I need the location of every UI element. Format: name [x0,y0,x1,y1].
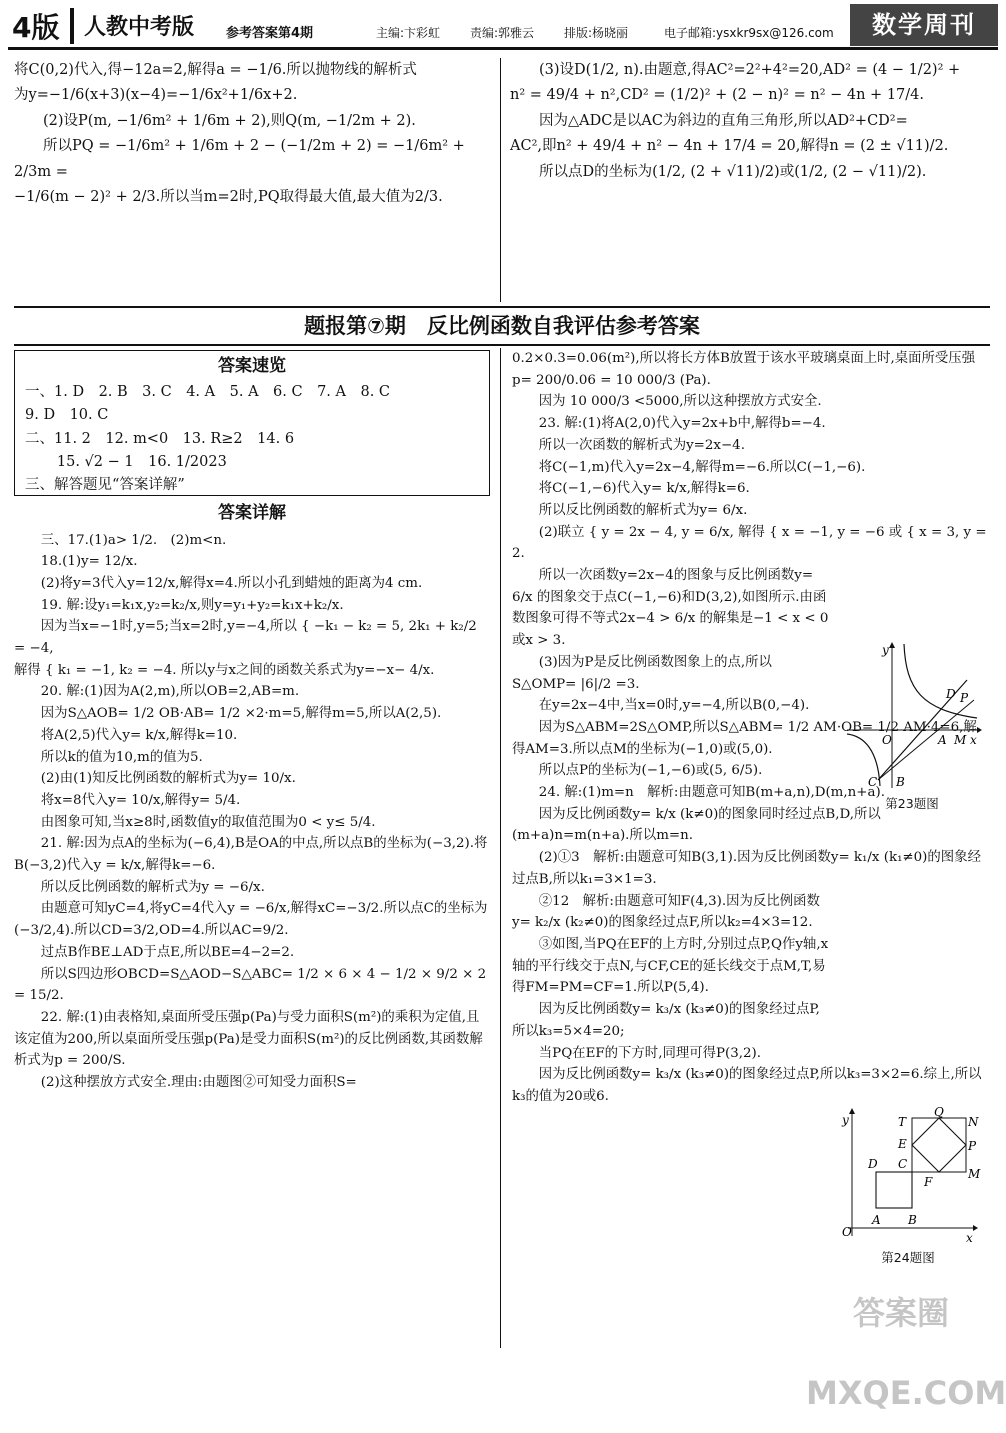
header-divider [70,8,74,44]
layout-editor: 排版:杨晓丽 [564,26,629,40]
left-column [14,498,490,1094]
label-e: E [898,1137,907,1151]
paragraph: 21. 解:因为点A的坐标为(−6,4),B是OA的中点,所以点B的坐标为(−3,2).将B(−3,2)代入y = k/x,解得k=−6. [14,836,488,874]
label-x: x [970,733,977,747]
paragraph: 将A(2,5)代入y= k/x,解得k=10. [40,727,238,743]
label-o: O [882,733,892,747]
rotated-square-efpq [912,1118,966,1172]
label-b: B [896,775,905,789]
figure-24-graph [838,1105,981,1245]
paragraph: 0.2×0.3=0.06(m²),所以将长方体B放置于该水平玻璃桌面上时,桌面所受压强p= 200/0.06 = 10 000/3 (Pa). [512,351,976,388]
paragraph: (2)设P(m, −1/6m² + 1/6m + 2),则Q(m, −1/2m + 2). [43,112,416,129]
paragraph: 因为反比例函数y= k/x (k≠0)的图象同时经过点B,D,所以(m+a)n=m(n+a).所以m=n. [512,806,881,844]
paragraph: 所以k的值为10,m的值为5. [40,749,203,765]
paragraph: 将x=8代入y= 10/x,解得y= 5/4. [40,792,241,808]
quick-answer-line: 二、11. 2 12. m<0 13. R≥2 14. 6 [25,430,295,447]
paragraph: 20. 解:(1)因为A(2,m),所以OB=2,AB=m. [40,684,300,700]
paragraph: −1/6(m − 2)² + 2/3.所以当m=2时,PQ取得最大值,最大值为2/3. [14,188,443,205]
paragraph: 将C(−1,m)代入y=2x−4,解得m=−6.所以C(−1,−6). [538,459,866,475]
label-f: F [924,1175,933,1189]
detail-title: 答案详解 [218,503,286,523]
email: 电子邮箱:ysxkr9sx@126.com [664,26,834,40]
top-left-column [14,58,494,210]
paragraph: 三、17.(1)a> 1/2. (2)m<n. [40,532,227,548]
figure-23 [842,640,982,812]
figure-24 [838,1105,981,1265]
paragraph: 所以反比例函数的解析式为y= 6/x. [538,502,748,518]
figure-23-caption: 第23题图 [885,796,939,811]
column-divider [500,348,501,1348]
y-axis-arrow [849,1108,855,1114]
label-p: P [968,1139,977,1153]
quick-answer-line: 15. √2 − 1 16. 1/2023 [56,453,227,470]
label-a: A [872,1213,881,1227]
label-n: N [968,1115,979,1129]
paragraph: ②12 解析:由题意可知F(4,3).因为反比例函数y= k₂/x (k₂≠0)的图象经过点F,所以k₂=4×3=12. [512,893,820,931]
paragraph: 将C(0,2)代入,得−12a=2,解得a = −1/6.所以抛物线的解析式 [14,62,417,78]
paragraph: 所以PQ = −1/6m² + 1/6m + 2 − (−1/2m + 2) = −1/6m² + 2/3m = [14,138,465,180]
section-banner: 题报第⑦期 反比例函数自我评估参考答案 [14,306,990,346]
paragraph: (2)联立 { y = 2x − 4, y = 6/x, 解得 { x = −1, y = −6 或 { x = 3, y = 2. [512,524,987,562]
editor: 责编:郭雅云 [470,26,535,40]
paragraph: 将C(−1,−6)代入y= k/x,解得k=6. [538,481,750,497]
answer-issue: 参考答案第4期 [226,26,314,41]
x-axis-arrow [977,727,982,733]
label-b: B [908,1213,917,1227]
label-t: T [898,1115,907,1129]
paragraph: 所以一次函数y=2x−4的图象与反比例函数y= 6/x 的图象交于点C(−1,−6)和D(3,2),如图所示.由函数图象可得不等式2x−4 > 6/x 的解集是−1 < x < 0或x > 3. [512,568,829,649]
paragraph: (2)这种摆放方式安全.理由:由题图②可知受力面积S= [40,1075,357,1091]
paragraph: 所以S四边形OBCD=S△AOD−S△ABC= 1/2 × 6 × 4 − 1/2 × 9/2 × 2 = 15/2. [14,966,487,1004]
paragraph: 18.(1)y= 12/x. [40,554,138,570]
label-y: y [842,1113,849,1127]
paragraph: (2)①3 解析:由题意可知B(3,1).因为反比例函数y= k₁/x (k₁≠0)的图象经过点B,所以k₁=3×1=3. [512,850,981,887]
label-m: M [968,1167,981,1181]
paragraph: 因为△ADC是以AC为斜边的直角三角形,所以AD²+CD²= [539,112,908,129]
paragraph: 23. 解:(1)将A(2,0)代入y=2x+b中,解得b=−4. [538,416,826,432]
label-q: Q [934,1105,944,1119]
label-x: x [966,1231,973,1245]
paragraph: 为y=−1/6(x+3)(x−4)=−1/6x²+1/6x+2. [14,87,298,104]
top-right-column [510,58,990,185]
paragraph: 所以一次函数的解析式为y=2x−4. [538,437,745,453]
quick-answers-box [14,350,490,496]
label-y: y [882,643,889,657]
paragraph: 因为S△AOB= 1/2 OB·AB= 1/2 ×2·m=5,解得m=5,所以A(2,5). [40,706,442,722]
figure-23-graph [842,640,982,790]
paragraph: (3)因为P是反比例函数图象上的点,所以S△OMP= |6|/2 =3. [512,654,772,692]
paragraph: 22. 解:(1)由表格知,桌面所受压强p(Pa)与受力面积S(m²)的乘积为定值,且该定值为200,所以桌面所受压强p(Pa)是受力面积S(m²)的反比例函数,其函数解析式为p = 200/S. [14,1010,483,1069]
column-divider [500,58,501,302]
quick-answers-title: 答案速览 [218,356,286,376]
label-c: C [898,1157,908,1171]
quick-answer-line: 三、解答题见“答案详解” [25,477,185,494]
paragraph: 由图象可知,当x≥8时,函数值y的取值范围为0 < y≤ 5/4. [40,814,376,830]
figure-24-caption: 第24题图 [881,1250,935,1265]
paragraph: 所以点D的坐标为(1/2, (2 + √11)/2)或(1/2, (2 − √11)/2). [539,163,927,180]
paragraph: 因为S△ABM=2S△OMP,所以S△ABM= 1/2 AM·OB= 1/2 AM·4=6,解得AM=3.所以点M的坐标为(−1,0)或(5,0). [512,719,977,757]
paragraph: 24. 解:(1)m=n 解析:由题意可知B(m+a,n),D(m,n+a). [538,785,885,801]
y-axis-arrow [889,642,895,648]
paragraph: 因为当x=−1时,y=5;当x=2时,y=−4,所以 { −k₁ − k₂ = 5, 2k₁ + k₂/2 = −4, [14,619,477,657]
page-header [8,4,998,50]
chief-editor: 主编:卞彩虹 [376,26,441,40]
label-d: D [946,687,956,701]
quick-answer-line: 9. D 10. C [25,407,109,424]
paragraph: 因为反比例函数y= k₃/x (k₃≠0)的图象经过点P,所以k₃=3×2=6.综上,所以k₃的值为20或6. [512,1067,982,1104]
edition-name: 人教中考版 [84,15,195,40]
paragraph: 当PQ在EF的下方时,同理可得P(3,2). [538,1045,762,1061]
paragraph: (2)将y=3代入y=12/x,解得x=4.所以小孔到蜡烛的距离为4 cm. [40,575,423,591]
paragraph: n² = 49/4 + n²,CD² = (1/2)² + (2 − n)² = n² − 4n + 17/4. [510,87,924,104]
paragraph: 所以点P的坐标为(−1,−6)或(5, 6/5). [538,763,763,779]
label-a: A [938,733,947,747]
square-abcd [876,1172,912,1208]
paragraph: 19. 解:设y₁=k₁x,y₂=k₂/x,则y=y₁+y₂=k₁x+k₂/x. [40,597,344,613]
page-number: 4版 [12,11,60,44]
paragraph: (2)由(1)知反比例函数的解析式为y= 10/x. [40,771,296,787]
paragraph: 因为反比例函数y= k₃/x (k₃≠0)的图象经过点P,所以k₃=5×4=20; [512,1002,820,1039]
label-m: M [954,733,967,747]
outer-square [912,1118,966,1172]
label-c: C [868,775,878,789]
paragraph: 因为 10 000/3 <5000,所以这种摆放方式安全. [538,394,822,410]
paragraph: AC²,即n² + 49/4 + n² − 4n + 17/4 = 20,解得n = (2 ± √11)/2. [510,138,949,155]
label-o: O [842,1225,852,1239]
watermark: 答案圈 MXQE.COM [806,1294,1006,1412]
label-p: P [960,691,969,705]
x-axis-arrow [973,1225,978,1231]
paragraph: 过点B作BE⊥AD于点E,所以BE=4−2=2. [40,944,295,960]
paragraph: (3)设D(1/2, n).由题意,得AC²=2²+4²=20,AD² = (4 − 1/2)² + [539,62,961,78]
paragraph: ③如图,当PQ在EF的上方时,分别过点P,Q作y轴,x轴的平行线交于点N,与CF,CE的延长线交于点M,T,易得FM=PM=CF=1.所以P(5,4). [512,936,829,996]
label-d: D [868,1157,878,1171]
paragraph: 所以反比例函数的解析式为y = −6/x. [40,879,265,895]
paragraph: 在y=2x−4中,当x=0时,y=−4,所以B(0,−4). [538,698,810,714]
brand-logo: 数学周刊 [850,4,998,46]
quick-answer-line: 一、1. D 2. B 3. C 4. A 5. A 6. C 7. A 8. C [25,383,391,400]
paragraph: 解得 { k₁ = −1, k₂ = −4. 所以y与x之间的函数关系式为y=−x− 4/x. [14,662,435,678]
paragraph: 由题意可知yC=4,将yC=4代入y = −6/x,解得xC=−3/2.所以点C的坐标为(−3/2,4).所以CD=3/2,OD=4.所以AC=9/2. [14,901,488,939]
